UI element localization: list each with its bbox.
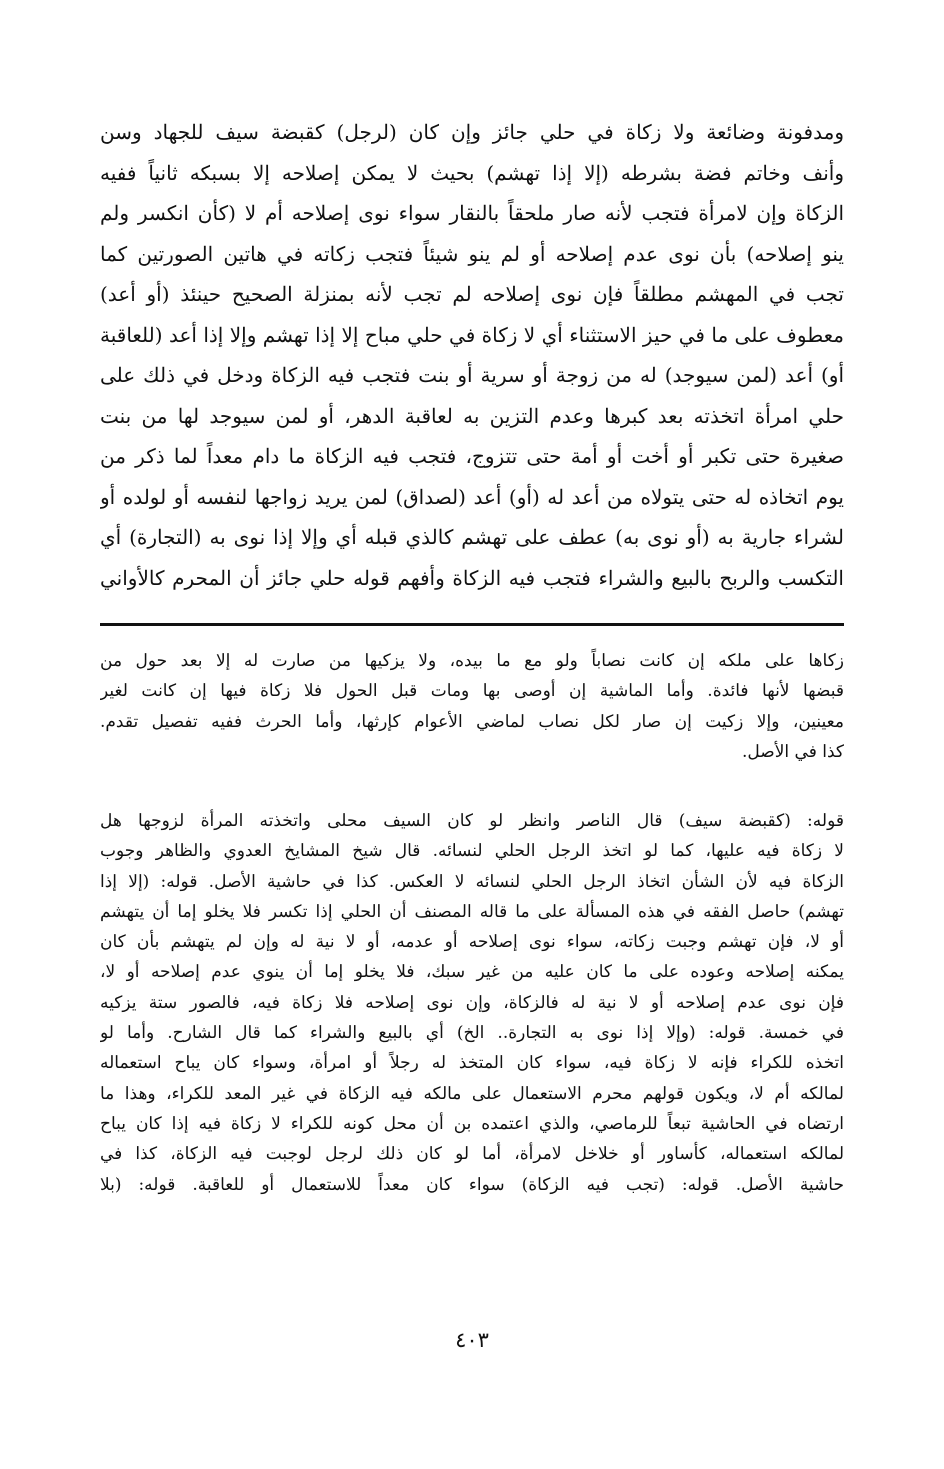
- main-text-line: أو) أعد (لمن سيوجد) له من زوجة أو سرية أو بنت فتجب فيه الزكاة ودخل في ذلك على: [100, 363, 844, 387]
- footnote-line: لمالكه استعماله، كأساور أو خلاخل لامرأة، أما لو كان ذلك لرجل لوجبت فيه الزكاة، كذا في: [100, 1144, 844, 1165]
- footnote-line: تهشم) حاصل الفقه في هذه المسألة على ما قاله المصنف أن الحلي إذا تكسر فلا يخلو إما أن يتهشم: [100, 901, 844, 922]
- footnote-line: أو لا، فإن تهشم وجبت زكاته، سواء نوى إصلاحه أو عدمه، أو لا نية له وإن لم يتهشم بأن كان: [100, 932, 844, 953]
- main-text-line: التكسب والربح بالبيع والشراء فتجب فيه الزكاة وأفهم قوله حلي جائز أن المحرم كالأواني: [100, 565, 844, 590]
- footnote-line: ارتضاه في الحاشية تبعاً للرماصي، والذي اعتمده بن أن محل كونه للكراء لا زكاة فيه إذا كان يباح: [100, 1113, 844, 1134]
- footnote-line: اتخذه للكراء فإنه لا زكاة فيه، سواء كان المتخذ له رجلاً أو امرأة، وسواء كان يباح استعماله: [100, 1053, 844, 1074]
- page-number: ٤٠٣: [455, 1328, 489, 1352]
- footnote-divider: [100, 623, 844, 626]
- footnote-line: زكاها على ملكه إن كانت نصاباً ولو مع ما بيده، ولا يزكيها من صارت له إلا بعد حول من: [100, 651, 844, 671]
- main-text-line: معطوف على ما في حيز الاستثناء أي لا زكاة في حلي مباح إلا إذا تهشم وإلا إذا أعد (للعاقبة: [100, 322, 844, 347]
- footnote-line: الزكاة فيه لأن الشأن اتخاذ الرجل الحلي لنسائه لا العكس. كذا في حاشية الأصل. قوله: (إلا إذا: [100, 871, 844, 892]
- main-text-line: ينو إصلاحه) بأن نوى عدم إصلاحه أو لم ينو شيئاً فتجب زكاته في هاتين الصورتين كما: [100, 241, 844, 266]
- footnote-line: معينين، وإلا زكيت إن صار لكل نصاب لماضي الأعوام كإرثها، وأما الحرث ففيه تفصيل تقدم.: [100, 711, 844, 732]
- main-text-line: صغيرة حتى تكبر أو أخت أو أمة حتى تتزوج، فتجب فيه الزكاة ما دام معداً لما ذكر من: [100, 444, 844, 468]
- footnote-line: يمكنه إصلاحه وعوده على ما كان عليه من غير سبك، فلا يخلو إما أن ينوي عدم إصلاحه أو لا،: [100, 962, 844, 983]
- footnote-line: في خمسة. قوله: (وإلا إذا نوى به التجارة.. الخ) أي بالبيع والشراء كما قال الشارح. وأما لو: [100, 1023, 844, 1044]
- main-text-line: تجب في المهشم مطلقاً فإن نوى إصلاحه لم تجب لأنه بمنزلة الصحيح حينئذ (أو أعد): [100, 282, 844, 306]
- main-text-line: وأنف وخاتم فضة بشرطه (إلا إذا تهشم) بحيث لا يمكن إصلاحه إلا بسبكه ثانياً ففيه: [100, 160, 844, 185]
- footnote-paragraph-2: [100, 806, 844, 1200]
- main-text-line: يوم اتخاذه له حتى يتولاه من أعد له (أو) أعد (لصداق) لمن يريد زواجها لنفسه أو لولده أو: [100, 484, 844, 509]
- footnote-line: لمالكه أم لا، ويكون قولهم محرم الاستعمال على مالكه فيه الزكاة في غير المعد للكراء، وهذا ما: [100, 1083, 844, 1104]
- footnote-line: قبضها لأنها فائدة. وأما الماشية إن أوصى بها ومات قبل الحول فلا زكاة فيها إن كانت لغير: [100, 681, 844, 702]
- main-text-line: ومدفونة وضائعة ولا زكاة في حلي جائز وإن كان (لرجل) كقبضة سيف للجهاد وسن: [100, 120, 844, 144]
- footnote-line: كذا في الأصل.: [742, 741, 844, 762]
- footnote-line: قوله: (كقبضة سيف) قال الناصر وانظر لو كان السيف محلى واتخذته المرأة لزوجها هل: [100, 811, 844, 831]
- footnote-paragraph-1: [100, 646, 844, 767]
- footnote-line: فإن نوى عدم إصلاحه أو لا نية له فالزكاة، وإن نوى إصلاحه فلا زكاة فيه، فالصور ستة يزكيه: [100, 992, 844, 1013]
- main-text-line: لشراء جارية به (أو نوى به) عطف على تهشم كالذي قبله أي وإلا إذا نوى به (التجارة) أي: [100, 525, 844, 549]
- footnote-line: لا زكاة فيه عليها، كما لو اتخذ الرجل الحلي لنسائه. قال شيخ المشايخ العدوي والظاهر وجوب: [100, 841, 844, 862]
- footnote-line: حاشية الأصل. قوله: (تجب فيه الزكاة) سواء كان معداً للاستعمال أو للعاقبة. قوله: (بلا: [100, 1174, 844, 1195]
- main-text-line: حلي امرأة اتخذته بعد كبرها وعدم التزين به لعاقبة الدهر، أو لمن سيوجد لها من بنت: [100, 403, 844, 428]
- main-text-line: الزكاة وإن لامرأة فتجب لأنه صار ملحقاً بالنقار سواء نوى إصلاحه أم لا (كأن انكسر ولم: [100, 201, 844, 225]
- main-text-block: [100, 112, 844, 598]
